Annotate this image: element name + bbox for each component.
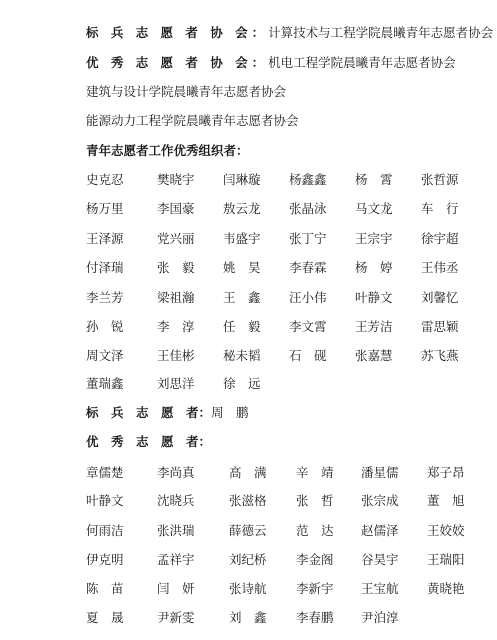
person-name: 杨 婷 (355, 260, 393, 275)
person-name: 徐 远 (223, 376, 261, 391)
volunteer-row (0, 610, 497, 628)
person-name: 叶静文 (355, 290, 393, 305)
excellent-association-line (86, 55, 456, 71)
model-volunteer-name: 周 鹏 (211, 405, 249, 420)
person-name: 史克忍 (86, 172, 124, 187)
person-name: 马文龙 (355, 201, 393, 216)
person-name: 范 达 (296, 523, 334, 538)
person-name: 孙 锐 (86, 319, 124, 334)
excellent-association-line-2 (86, 84, 286, 100)
person-name: 尹泊淳 (361, 610, 399, 625)
person-name: 董瑞鑫 (86, 376, 124, 391)
volunteer-row (0, 581, 497, 599)
organizer-row (0, 348, 497, 366)
volunteer-row (0, 493, 497, 511)
person-name: 张 哲 (296, 493, 334, 508)
person-name: 敖云龙 (223, 201, 261, 216)
person-name: 张晶泳 (289, 201, 327, 216)
person-name: 刘 鑫 (229, 610, 267, 625)
person-name: 王芳洁 (355, 319, 393, 334)
person-name: 李春鹏 (296, 610, 334, 625)
person-name: 杨 霄 (355, 172, 393, 187)
person-name: 杨鑫鑫 (289, 172, 327, 187)
volunteer-row (0, 523, 497, 541)
excellent-association-name-3: 能源动力工程学院晨曦青年志愿者协会 (86, 113, 299, 128)
model-association-line (86, 25, 493, 41)
person-name: 樊晓宇 (157, 172, 195, 187)
model-association-label: 标 兵 志 愿 者 协 会： (86, 25, 269, 40)
person-name: 李兰芳 (86, 290, 124, 305)
person-name: 潘星儒 (361, 465, 399, 480)
person-name: 张 毅 (157, 260, 195, 275)
person-name: 李金阁 (296, 552, 334, 567)
person-name: 叶静文 (86, 493, 124, 508)
person-name: 尹新雯 (157, 610, 195, 625)
person-name: 李春霖 (289, 260, 327, 275)
person-name: 董 旭 (427, 493, 465, 508)
person-name: 高 满 (229, 465, 267, 480)
person-name: 任 毅 (223, 319, 261, 334)
organizer-row (0, 290, 497, 308)
person-name: 苏飞燕 (421, 348, 459, 363)
organizer-row (0, 319, 497, 337)
person-name: 闫 妍 (157, 581, 195, 596)
excellent-association-label: 优 秀 志 愿 者 协 会： (86, 55, 269, 70)
person-name: 张嘉慧 (355, 348, 393, 363)
person-name: 党兴丽 (157, 231, 195, 246)
person-name: 李 淳 (157, 319, 195, 334)
person-name: 韦盛宇 (223, 231, 261, 246)
person-name: 闫琳璇 (223, 172, 261, 187)
person-name: 王佳彬 (157, 348, 195, 363)
organizer-row (0, 172, 497, 190)
person-name: 沈晓兵 (157, 493, 195, 508)
person-name: 张哲源 (421, 172, 459, 187)
person-name: 孟祥宇 (157, 552, 195, 567)
person-name: 刘思洋 (157, 376, 195, 391)
person-name: 张宗成 (361, 493, 399, 508)
person-name: 王 鑫 (223, 290, 261, 305)
person-name: 李国豪 (157, 201, 195, 216)
organizer-row (0, 260, 497, 278)
person-name: 周文泽 (86, 348, 124, 363)
person-name: 徐宇超 (421, 231, 459, 246)
person-name: 伊克明 (86, 552, 124, 567)
person-name: 何雨洁 (86, 523, 124, 538)
person-name: 薛德云 (229, 523, 267, 538)
excellent-volunteers-heading: 优 秀 志 愿 者： (86, 434, 212, 449)
person-name: 谷昊宇 (361, 552, 399, 567)
person-name: 汪小伟 (289, 290, 327, 305)
model-association-name: 计算技术与工程学院晨曦青年志愿者协会 (268, 25, 494, 40)
person-name: 王瑞阳 (427, 552, 465, 567)
person-name: 付泽瑞 (86, 260, 124, 275)
organizers-heading: 青年志愿者工作优秀组织者： (86, 143, 249, 158)
person-name: 李新宇 (296, 581, 334, 596)
person-name: 陈 苗 (86, 581, 124, 596)
person-name: 刘馨忆 (421, 290, 459, 305)
person-name: 王伟丞 (421, 260, 459, 275)
model-volunteer-label: 标 兵 志 愿 者： (86, 405, 212, 420)
person-name: 车 行 (421, 201, 459, 216)
person-name: 王宗宇 (355, 231, 393, 246)
organizer-row (0, 201, 497, 219)
person-name: 杨万里 (86, 201, 124, 216)
person-name: 刘纪桥 (229, 552, 267, 567)
person-name: 王泽源 (86, 231, 124, 246)
excellent-association-name-2: 建筑与设计学院晨曦青年志愿者协会 (86, 84, 287, 99)
organizer-row (0, 231, 497, 249)
person-name: 黄晓艳 (427, 581, 465, 596)
person-name: 姚 昊 (223, 260, 261, 275)
person-name: 张滋格 (229, 493, 267, 508)
person-name: 张诗航 (229, 581, 267, 596)
person-name: 辛 靖 (296, 465, 334, 480)
model-volunteer-line (86, 405, 249, 421)
person-name: 李尚真 (157, 465, 195, 480)
person-name: 夏 晟 (86, 610, 124, 625)
volunteer-row (0, 465, 497, 483)
person-name: 张洪瑞 (157, 523, 195, 538)
excellent-association-line-3 (86, 113, 299, 129)
volunteer-row (0, 552, 497, 570)
person-name: 秘未韬 (223, 348, 261, 363)
person-name: 梁祖瀚 (157, 290, 195, 305)
excellent-association-name-1: 机电工程学院晨曦青年志愿者协会 (268, 55, 456, 70)
person-name: 张丁宁 (289, 231, 327, 246)
person-name: 李文霄 (289, 319, 327, 334)
organizer-row (0, 376, 497, 394)
person-name: 王宝航 (361, 581, 399, 596)
person-name: 石 砚 (289, 348, 327, 363)
person-name: 王姣姣 (427, 523, 465, 538)
person-name: 雷思颖 (421, 319, 459, 334)
person-name: 章儒楚 (86, 465, 124, 480)
person-name: 赵儒泽 (361, 523, 399, 538)
person-name: 郑子昂 (427, 465, 465, 480)
